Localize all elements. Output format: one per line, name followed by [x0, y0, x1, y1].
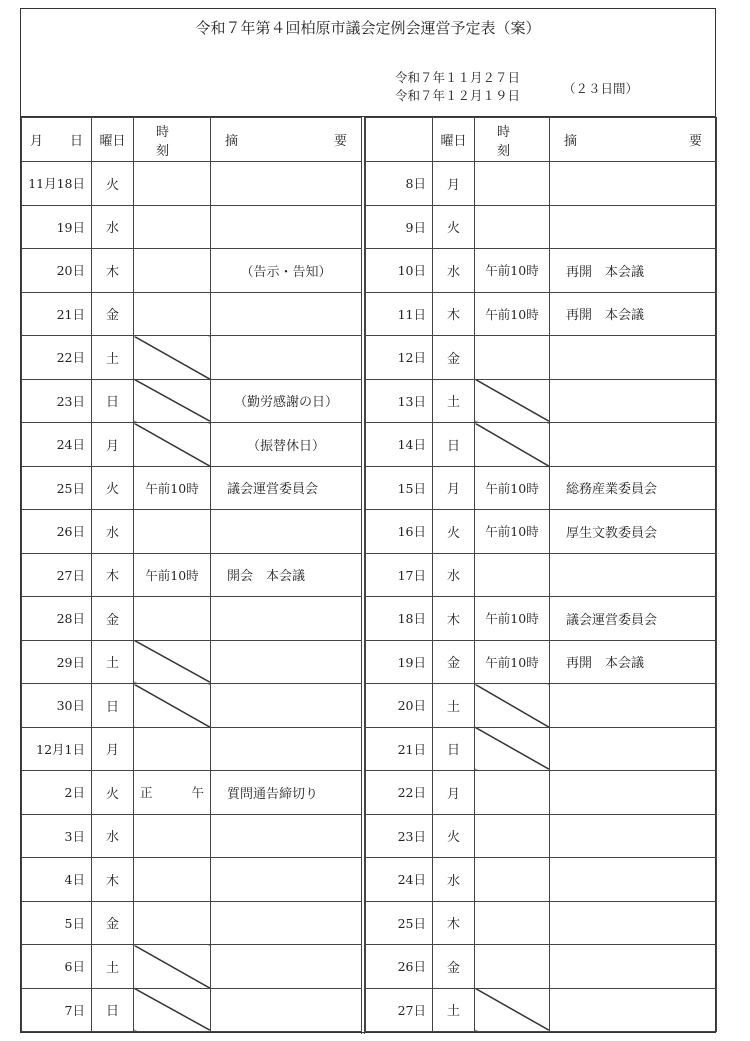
dow-cell: 水 — [92, 205, 134, 249]
schedule-row — [22, 684, 362, 728]
dow-cell: 木 — [92, 553, 134, 597]
time-cell: 午前10時 — [475, 510, 550, 554]
dow-cell: 日 — [92, 379, 134, 423]
time-cell — [475, 858, 550, 902]
dow-cell: 木 — [92, 249, 134, 293]
schedule-row — [366, 205, 717, 249]
date-cell: 19日 — [366, 640, 433, 684]
schedule-row — [22, 249, 362, 293]
memo-cell — [211, 162, 362, 206]
date-cell: 10日 — [366, 249, 433, 293]
schedule-row — [366, 553, 717, 597]
schedule-row — [22, 597, 362, 641]
schedule-row — [366, 988, 717, 1032]
date-cell: 12月1日 — [22, 727, 92, 771]
dow-cell: 土 — [92, 945, 134, 989]
schedule-row — [366, 640, 717, 684]
memo-cell: 総務産業委員会 — [550, 466, 717, 510]
time-cell — [134, 597, 211, 641]
dow-cell: 金 — [433, 336, 475, 380]
date-cell: 6日 — [22, 945, 92, 989]
schedule-row — [22, 553, 362, 597]
time-cell — [475, 771, 550, 815]
memo-cell — [211, 597, 362, 641]
memo-cell: （告示・告知） — [211, 249, 362, 293]
header-date: 月 日 — [22, 118, 92, 162]
date-cell: 7日 — [22, 988, 92, 1032]
date-cell: 21日 — [366, 727, 433, 771]
dow-cell: 金 — [92, 597, 134, 641]
memo-cell — [550, 379, 717, 423]
memo-cell — [211, 336, 362, 380]
schedule-row — [366, 162, 717, 206]
date-cell: 22日 — [366, 771, 433, 815]
schedule-row — [366, 858, 717, 902]
dow-cell: 金 — [433, 640, 475, 684]
date-cell: 15日 — [366, 466, 433, 510]
time-cell: 午前10時 — [134, 466, 211, 510]
schedule-row — [366, 336, 717, 380]
memo-cell: （勤労感謝の日） — [211, 379, 362, 423]
time-cell — [475, 336, 550, 380]
time-cell — [475, 814, 550, 858]
date-cell: 24日 — [366, 858, 433, 902]
schedule-row — [22, 292, 362, 336]
dow-cell: 火 — [433, 814, 475, 858]
time-cell: 午前10時 — [475, 597, 550, 641]
date-cell: 11日 — [366, 292, 433, 336]
schedule-row — [22, 205, 362, 249]
memo-cell — [550, 771, 717, 815]
time-cell — [134, 336, 211, 380]
time-cell: 午前10時 — [475, 249, 550, 293]
dow-cell: 月 — [433, 466, 475, 510]
date-cell: 8日 — [366, 162, 433, 206]
memo-cell — [550, 988, 717, 1032]
schedule-row — [366, 901, 717, 945]
schedule-row — [22, 727, 362, 771]
memo-cell — [211, 901, 362, 945]
period-duration: （２３日間） — [563, 81, 639, 96]
date-cell: 21日 — [22, 292, 92, 336]
time-cell — [134, 162, 211, 206]
dow-cell: 土 — [92, 640, 134, 684]
dow-cell: 月 — [433, 162, 475, 206]
memo-cell — [550, 684, 717, 728]
schedule-row — [22, 466, 362, 510]
schedule-row — [22, 336, 362, 380]
time-cell: 午前10時 — [475, 466, 550, 510]
date-cell: 17日 — [366, 553, 433, 597]
date-cell: 18日 — [366, 597, 433, 641]
time-cell: 午前10時 — [134, 553, 211, 597]
memo-cell — [550, 423, 717, 467]
header-row — [366, 118, 717, 162]
dow-cell: 火 — [433, 205, 475, 249]
schedule-row — [366, 292, 717, 336]
schedule-row — [22, 379, 362, 423]
dow-cell: 日 — [433, 423, 475, 467]
date-cell: 23日 — [22, 379, 92, 423]
memo-cell — [550, 205, 717, 249]
date-cell: 11月18日 — [22, 162, 92, 206]
date-cell: 9日 — [366, 205, 433, 249]
dow-cell: 金 — [92, 901, 134, 945]
memo-cell: （振替休日） — [211, 423, 362, 467]
header-memo: 摘 要 — [550, 118, 717, 162]
date-cell: 12日 — [366, 336, 433, 380]
dow-cell: 日 — [92, 684, 134, 728]
page-title: 令和７年第４回柏原市議会定例会運営予定表（案） — [195, 19, 541, 37]
date-cell: 27日 — [22, 553, 92, 597]
time-cell — [134, 988, 211, 1032]
date-cell: 16日 — [366, 510, 433, 554]
schedule-row — [366, 814, 717, 858]
date-cell: 24日 — [22, 423, 92, 467]
date-cell: 19日 — [22, 205, 92, 249]
date-cell: 26日 — [22, 510, 92, 554]
schedule-row — [22, 510, 362, 554]
time-cell — [134, 510, 211, 554]
memo-cell — [211, 640, 362, 684]
date-cell: 14日 — [366, 423, 433, 467]
date-cell: 5日 — [22, 901, 92, 945]
dow-cell: 土 — [92, 336, 134, 380]
dow-cell: 水 — [433, 553, 475, 597]
dow-cell: 日 — [92, 988, 134, 1032]
dow-cell: 水 — [433, 858, 475, 902]
period-end: 令和７年１２月１９日 — [395, 88, 521, 103]
dow-cell: 土 — [433, 379, 475, 423]
memo-cell — [211, 814, 362, 858]
schedule-row — [366, 249, 717, 293]
dow-cell: 土 — [433, 988, 475, 1032]
dow-cell: 月 — [92, 727, 134, 771]
time-cell — [475, 901, 550, 945]
schedule-row — [366, 727, 717, 771]
schedule-sheet — [20, 8, 716, 1033]
memo-cell — [211, 988, 362, 1032]
session-period — [395, 69, 520, 105]
dow-cell: 火 — [92, 771, 134, 815]
time-cell — [134, 684, 211, 728]
memo-cell: 議会運営委員会 — [550, 597, 717, 641]
schedule-row — [22, 423, 362, 467]
date-cell: 22日 — [22, 336, 92, 380]
schedule-row — [22, 858, 362, 902]
schedule-row — [366, 597, 717, 641]
dow-cell: 火 — [92, 466, 134, 510]
schedule-row — [366, 423, 717, 467]
date-cell: 20日 — [366, 684, 433, 728]
time-cell — [475, 162, 550, 206]
memo-cell — [211, 684, 362, 728]
time-cell — [475, 423, 550, 467]
memo-cell — [211, 510, 362, 554]
date-cell: 20日 — [22, 249, 92, 293]
time-cell: 午前10時 — [475, 292, 550, 336]
dow-cell: 土 — [433, 684, 475, 728]
schedule-row — [366, 684, 717, 728]
time-cell — [475, 684, 550, 728]
time-cell — [134, 292, 211, 336]
date-cell: 27日 — [366, 988, 433, 1032]
date-cell: 25日 — [22, 466, 92, 510]
dow-cell: 木 — [433, 901, 475, 945]
memo-cell — [550, 162, 717, 206]
schedule-row — [366, 510, 717, 554]
date-cell: 2日 — [22, 771, 92, 815]
schedule-row — [22, 901, 362, 945]
memo-cell — [550, 336, 717, 380]
schedule-row — [22, 771, 362, 815]
header-time: 時 刻 — [475, 118, 550, 162]
memo-cell — [550, 858, 717, 902]
time-cell: 午前10時 — [475, 640, 550, 684]
memo-cell: 開会 本会議 — [211, 553, 362, 597]
dow-cell: 水 — [92, 510, 134, 554]
header-dow: 曜日 — [92, 118, 134, 162]
time-cell — [475, 988, 550, 1032]
time-cell — [134, 901, 211, 945]
time-cell — [475, 205, 550, 249]
date-cell: 3日 — [22, 814, 92, 858]
date-cell: 25日 — [366, 901, 433, 945]
memo-cell — [211, 292, 362, 336]
memo-cell — [211, 205, 362, 249]
time-cell — [134, 727, 211, 771]
memo-cell: 再開 本会議 — [550, 640, 717, 684]
date-cell: 29日 — [22, 640, 92, 684]
time-cell — [134, 205, 211, 249]
date-cell: 4日 — [22, 858, 92, 902]
memo-cell: 議会運営委員会 — [211, 466, 362, 510]
schedule-row — [366, 771, 717, 815]
header-dow: 曜日 — [433, 118, 475, 162]
dow-cell: 水 — [92, 814, 134, 858]
date-cell: 13日 — [366, 379, 433, 423]
date-cell: 28日 — [22, 597, 92, 641]
schedule-row — [366, 945, 717, 989]
time-cell — [134, 945, 211, 989]
schedule-row — [366, 379, 717, 423]
schedule-table-left — [21, 117, 362, 1032]
memo-cell — [211, 727, 362, 771]
schedule-table-right — [365, 117, 717, 1032]
sheet-header — [21, 9, 715, 117]
header-date-right — [366, 118, 433, 162]
time-cell — [134, 379, 211, 423]
memo-cell — [550, 814, 717, 858]
dow-cell: 火 — [433, 510, 475, 554]
time-cell — [134, 858, 211, 902]
dow-cell: 木 — [92, 858, 134, 902]
memo-cell: 再開 本会議 — [550, 249, 717, 293]
schedule-row — [366, 466, 717, 510]
header-row — [22, 118, 362, 162]
time-cell — [134, 640, 211, 684]
dow-cell: 火 — [92, 162, 134, 206]
date-cell: 30日 — [22, 684, 92, 728]
dow-cell: 水 — [433, 249, 475, 293]
memo-cell — [550, 901, 717, 945]
time-cell — [134, 423, 211, 467]
time-cell — [134, 814, 211, 858]
memo-cell — [211, 858, 362, 902]
time-cell: 正 午 — [134, 771, 211, 815]
schedule-row — [22, 814, 362, 858]
memo-cell: 質問通告締切り — [211, 771, 362, 815]
time-cell — [475, 553, 550, 597]
memo-cell — [550, 945, 717, 989]
schedule-row — [22, 640, 362, 684]
schedule-row — [22, 162, 362, 206]
time-cell — [475, 727, 550, 771]
header-memo: 摘 要 — [211, 118, 362, 162]
time-cell — [475, 945, 550, 989]
memo-cell: 再開 本会議 — [550, 292, 717, 336]
period-start: 令和７年１１月２７日 — [395, 70, 521, 85]
time-cell — [134, 249, 211, 293]
date-cell: 23日 — [366, 814, 433, 858]
schedule-row — [22, 988, 362, 1032]
dow-cell: 日 — [433, 727, 475, 771]
dow-cell: 月 — [92, 423, 134, 467]
memo-cell: 厚生文教委員会 — [550, 510, 717, 554]
memo-cell — [550, 553, 717, 597]
date-cell: 26日 — [366, 945, 433, 989]
dow-cell: 月 — [433, 771, 475, 815]
dow-cell: 金 — [92, 292, 134, 336]
header-time: 時 刻 — [134, 118, 211, 162]
time-cell — [475, 379, 550, 423]
dow-cell: 木 — [433, 292, 475, 336]
memo-cell — [211, 945, 362, 989]
dow-cell: 金 — [433, 945, 475, 989]
dow-cell: 木 — [433, 597, 475, 641]
memo-cell — [550, 727, 717, 771]
schedule-row — [22, 945, 362, 989]
